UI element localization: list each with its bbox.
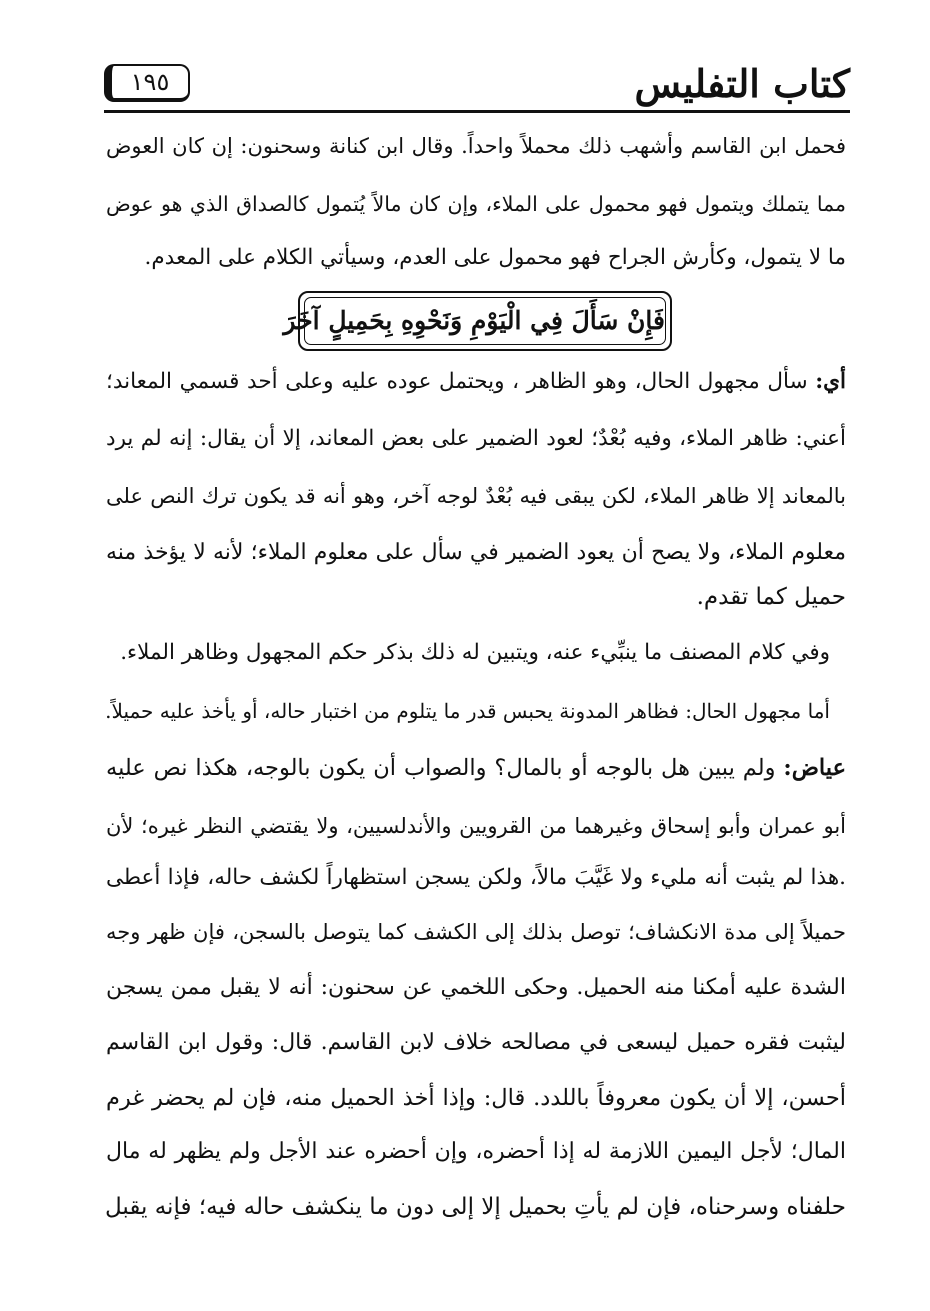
text-line: معلوم الملاء، ولا يصح أن يعود الضمير في سأل على معلوم الملاء؛ لأنه لا يؤخذ منه <box>106 540 846 565</box>
text-line <box>106 367 846 397</box>
text-segment: ولم يبين هل بالوجه أو بالمال؟ والصواب أن يكون بالوجه، هكذا نص عليه <box>106 755 784 781</box>
running-header <box>104 62 850 114</box>
matn-heading-frame <box>283 291 672 351</box>
matn-heading: فَإِنْ سَأَلَ فِي الْيَوْمِ وَنَحْوِهِ بِحَمِيلٍ آخَرَ <box>304 297 666 345</box>
text-line: حميل كما تقدم. <box>696 584 846 610</box>
text-line: أحسن، إلا أن يكون معروفاً باللدد. قال: وإذا أخذ الحميل منه، فإن لم يحضر غرم <box>106 1085 846 1111</box>
text-line: وفي كلام المصنف ما ينبِّيء عنه، ويتبين له ذلك بذكر حكم المجهول وظاهر الملاء. <box>120 640 830 665</box>
text-line: أعني: ظاهر الملاء، وفيه بُعْدٌ؛ لعود الضمير على بعض المعاند، إلا أن يقال: إنه لم يرد <box>106 426 846 451</box>
text-line: مما يتملك ويتمول فهو محمول على الملاء، وإن كان مالاً يُتمول كالصداق الذي هو عوض <box>106 192 846 216</box>
text-line: الشدة عليه أمكنا منه الحميل. وحكى اللخمي عن سحنون: أنه لا يقبل ممن يسجن <box>106 975 846 1000</box>
header-divider <box>104 110 850 113</box>
text-line: ما لا يتمول، وكأرش الجراح فهو محمول على العدم، وسيأتي الكلام على المعدم. <box>144 245 846 270</box>
text-line: المال؛ لأجل اليمين اللازمة له إذا أحضره، وإن أحضره عند الأجل ولم يظهر له مال <box>106 1139 846 1164</box>
text-segment: سأل مجهول الحال، وهو الظاهر ، ويحتمل عوده عليه وعلى أحد قسمي المعاند؛ <box>106 369 816 394</box>
text-line: أبو عمران وأبو إسحاق وغيرهما من القرويين والأندلسيين، ولا يقتضي النظر غيره؛ لأن <box>106 814 846 838</box>
page-number: ١٩٥ <box>104 64 190 102</box>
text-line: .هذا لم يثبت أنه مليء ولا غَيَّبَ مالاً، ولكن يسجن استظهاراً لكشف حاله، فإذا أعطى <box>106 865 846 890</box>
text-line: بالمعاند إلا ظاهر الملاء، لكن يبقى فيه بُعْدٌ لوجه آخر، وهو أنه قد يكون ترك النص على <box>106 484 846 508</box>
text-line <box>106 753 846 783</box>
book-title: كتاب التفليس <box>634 61 850 106</box>
commentary-lead: أي: <box>815 369 846 394</box>
text-line: حميلاً إلى مدة الانكشاف؛ توصل بذلك إلى الكشف كما يتوصل بالسجن، فإن ظهر وجه <box>106 920 846 944</box>
text-line: أما مجهول الحال: فظاهر المدونة يحبس قدر ما يتلوم من اختبار حاله، أو يأخذ عليه حميلاً. <box>105 699 830 723</box>
text-line: حلفناه وسرحناه، فإن لم يأتِ بحميل إلا إلى دون ما ينكشف حاله فيه؛ فإنه يقبل <box>105 1194 846 1220</box>
text-line: فحمل ابن القاسم وأشهب ذلك محملاً واحداً. وقال ابن كنانة وسحنون: إن كان العوض <box>106 134 846 158</box>
commentary-lead: عياض: <box>783 755 846 781</box>
text-line: ليثبت فقره حميل ليسعى في مصالحه خلاف لابن القاسم. قال: وقول ابن القاسم <box>106 1030 846 1055</box>
